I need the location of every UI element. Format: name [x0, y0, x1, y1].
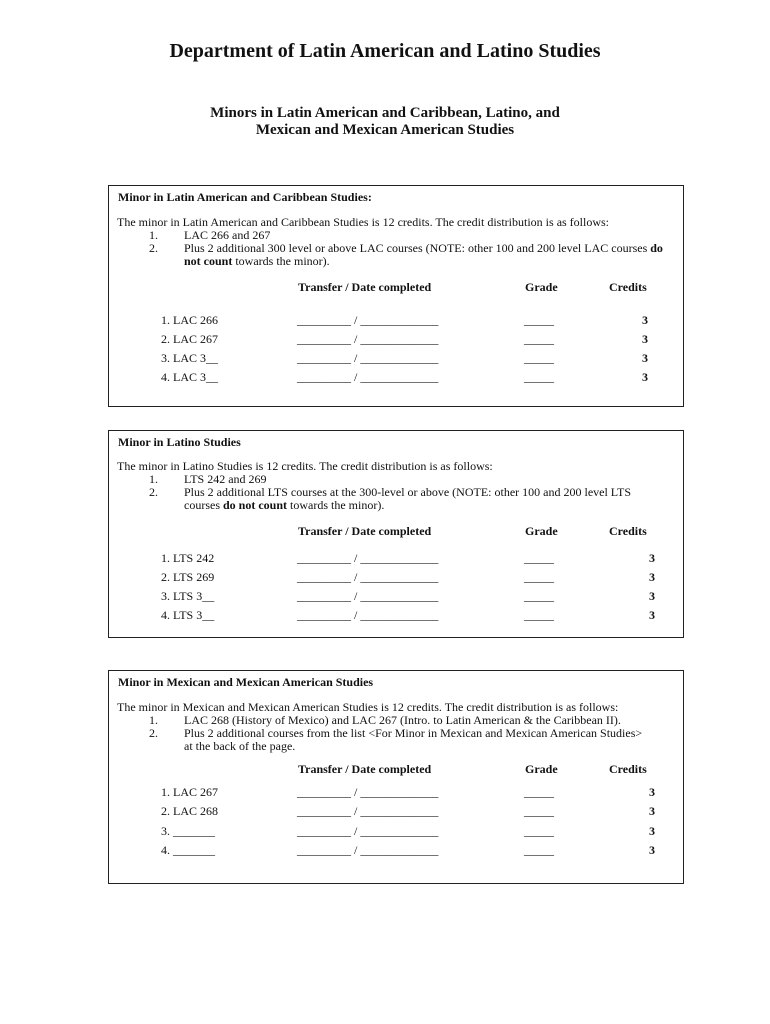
subtitle-line-2: Mexican and Mexican American Studies: [255, 122, 515, 138]
requirement-text: LTS 242 and 269: [184, 472, 267, 486]
column-grade: Grade: [525, 524, 558, 538]
section-latino-studies: [108, 430, 684, 638]
grade-blank[interactable]: _____: [524, 551, 554, 565]
page-title: Department of Latin American and Latino Studies: [169, 40, 601, 62]
credit-value: 3: [642, 332, 648, 346]
requirement-text-part: : other 100 and 200 level LAC courses: [461, 241, 651, 255]
emphasis-text: do not count: [223, 498, 288, 512]
course-row: [109, 804, 685, 820]
credit-value: 3: [642, 370, 648, 384]
grade-blank[interactable]: _____: [524, 804, 554, 818]
transfer-date-blank[interactable]: _________ / _____________: [297, 370, 439, 384]
column-transfer-date: Transfer / Date completed: [298, 524, 432, 538]
column-grade: Grade: [525, 280, 558, 294]
section-latin-american-caribbean: [108, 185, 684, 407]
course-label: 1. LTS 242: [161, 551, 215, 565]
requirement-number: 1.: [149, 713, 158, 727]
requirements-list: [149, 229, 669, 268]
transfer-date-blank[interactable]: _________ / _____________: [297, 351, 439, 365]
transfer-date-blank[interactable]: _________ / _____________: [297, 804, 439, 818]
section-intro: The minor in Mexican and Mexican American Studies is 12 credits. The credit distribution is as follows:: [117, 700, 619, 714]
credit-value: 3: [649, 824, 655, 838]
section-intro: The minor in Latin American and Caribbean Studies is 12 credits. The credit distribution is as follows:: [117, 215, 610, 229]
column-transfer-date: Transfer / Date completed: [298, 280, 432, 294]
requirement-number: 1.: [149, 472, 158, 486]
requirement-text: [184, 242, 669, 268]
grade-blank[interactable]: _____: [524, 570, 554, 584]
emphasis-text: do not count: [184, 241, 663, 268]
requirement-text-part: towards the minor).: [287, 498, 385, 512]
column-credits: Credits: [609, 280, 647, 294]
course-label: 4. _______: [161, 843, 215, 857]
credit-value: 3: [642, 351, 648, 365]
grade-blank[interactable]: _____: [524, 608, 554, 622]
requirement-number: 2.: [149, 485, 158, 499]
course-row: [109, 843, 685, 859]
section-title: Minor in Mexican and Mexican American Studies: [118, 675, 374, 689]
course-label: 2. LAC 267: [161, 332, 218, 346]
course-label: 1. LAC 266: [161, 313, 218, 327]
note-label: NOTE: [429, 241, 462, 255]
transfer-date-blank[interactable]: _________ / _____________: [297, 843, 439, 857]
course-row: [109, 608, 685, 624]
course-label: 4. LAC 3__: [161, 370, 218, 384]
requirements-list: [149, 473, 669, 512]
section-intro: The minor in Latino Studies is 12 credits. The credit distribution is as follows:: [117, 459, 493, 473]
credit-value: 3: [649, 804, 655, 818]
requirement-text: [184, 486, 669, 512]
requirement-text: Plus 2 additional courses from the list <For Minor in Mexican and Mexican American Studies> at the back of the page.: [184, 726, 643, 753]
course-row: [109, 824, 685, 840]
transfer-date-blank[interactable]: _________ / _____________: [297, 824, 439, 838]
transfer-date-blank[interactable]: _________ / _____________: [297, 332, 439, 346]
requirements-list: [149, 714, 669, 753]
course-label: 3. LAC 3__: [161, 351, 218, 365]
credit-value: 3: [649, 785, 655, 799]
requirement-text: LAC 268 (History of Mexico) and LAC 267 (Intro. to Latin American & the Caribbean II).: [184, 713, 621, 727]
requirement-number: 1.: [149, 228, 158, 242]
course-row: [109, 570, 685, 586]
transfer-date-blank[interactable]: _________ / _____________: [297, 313, 439, 327]
course-row: [109, 332, 685, 348]
course-row: [109, 313, 685, 329]
column-transfer-date: Transfer / Date completed: [298, 762, 432, 776]
requirement-text-part: : other 100 and 200 level LTS courses: [184, 485, 632, 512]
grade-blank[interactable]: _____: [524, 370, 554, 384]
column-credits: Credits: [609, 762, 647, 776]
grade-blank[interactable]: _____: [524, 313, 554, 327]
page-subtitle: [0, 105, 770, 139]
course-row: [109, 370, 685, 386]
course-row: [109, 551, 685, 567]
course-row: [109, 785, 685, 801]
transfer-date-blank[interactable]: _________ / _____________: [297, 608, 439, 622]
grade-blank[interactable]: _____: [524, 589, 554, 603]
requirement-text-part: Plus 2 additional LTS courses at the 300-level or above (: [184, 485, 457, 499]
grade-blank[interactable]: _____: [524, 824, 554, 838]
subtitle-line-1: Minors in Latin American and Caribbean, Latino, and: [210, 105, 560, 121]
note-label: NOTE: [456, 485, 489, 499]
transfer-date-blank[interactable]: _________ / _____________: [297, 570, 439, 584]
course-label: 2. LTS 269: [161, 570, 215, 584]
grade-blank[interactable]: _____: [524, 332, 554, 346]
credit-value: 3: [649, 551, 655, 565]
requirement-text-part: Plus 2 additional 300 level or above LAC courses (: [184, 241, 430, 255]
credit-value: 3: [649, 843, 655, 857]
grade-blank[interactable]: _____: [524, 785, 554, 799]
course-row: [109, 351, 685, 367]
section-title: Minor in Latin American and Caribbean Studies:: [118, 190, 372, 204]
column-grade: Grade: [525, 762, 558, 776]
course-label: 1. LAC 267: [161, 785, 218, 799]
course-label: 4. LTS 3__: [161, 608, 215, 622]
course-label: 2. LAC 268: [161, 804, 218, 818]
section-title: Minor in Latino Studies: [118, 435, 241, 449]
grade-blank[interactable]: _____: [524, 351, 554, 365]
requirement-number: 2.: [149, 241, 158, 255]
requirement-text: LAC 266 and 267: [184, 228, 271, 242]
credit-value: 3: [649, 589, 655, 603]
section-mexican-american-studies: [108, 670, 684, 884]
course-label: 3. LTS 3__: [161, 589, 215, 603]
requirement-item: [149, 727, 669, 753]
grade-blank[interactable]: _____: [524, 843, 554, 857]
course-row: [109, 589, 685, 605]
credit-value: 3: [649, 570, 655, 584]
credit-value: 3: [642, 313, 648, 327]
transfer-date-blank[interactable]: _________ / _____________: [297, 589, 439, 603]
transfer-date-blank[interactable]: _________ / _____________: [297, 785, 439, 799]
requirement-item: [149, 486, 669, 512]
requirement-text-part: towards the minor).: [232, 254, 330, 268]
requirement-item: [149, 242, 669, 268]
transfer-date-blank[interactable]: _________ / _____________: [297, 551, 439, 565]
column-credits: Credits: [609, 524, 647, 538]
credit-value: 3: [649, 608, 655, 622]
course-label: 3. _______: [161, 824, 215, 838]
requirement-number: 2.: [149, 726, 158, 740]
